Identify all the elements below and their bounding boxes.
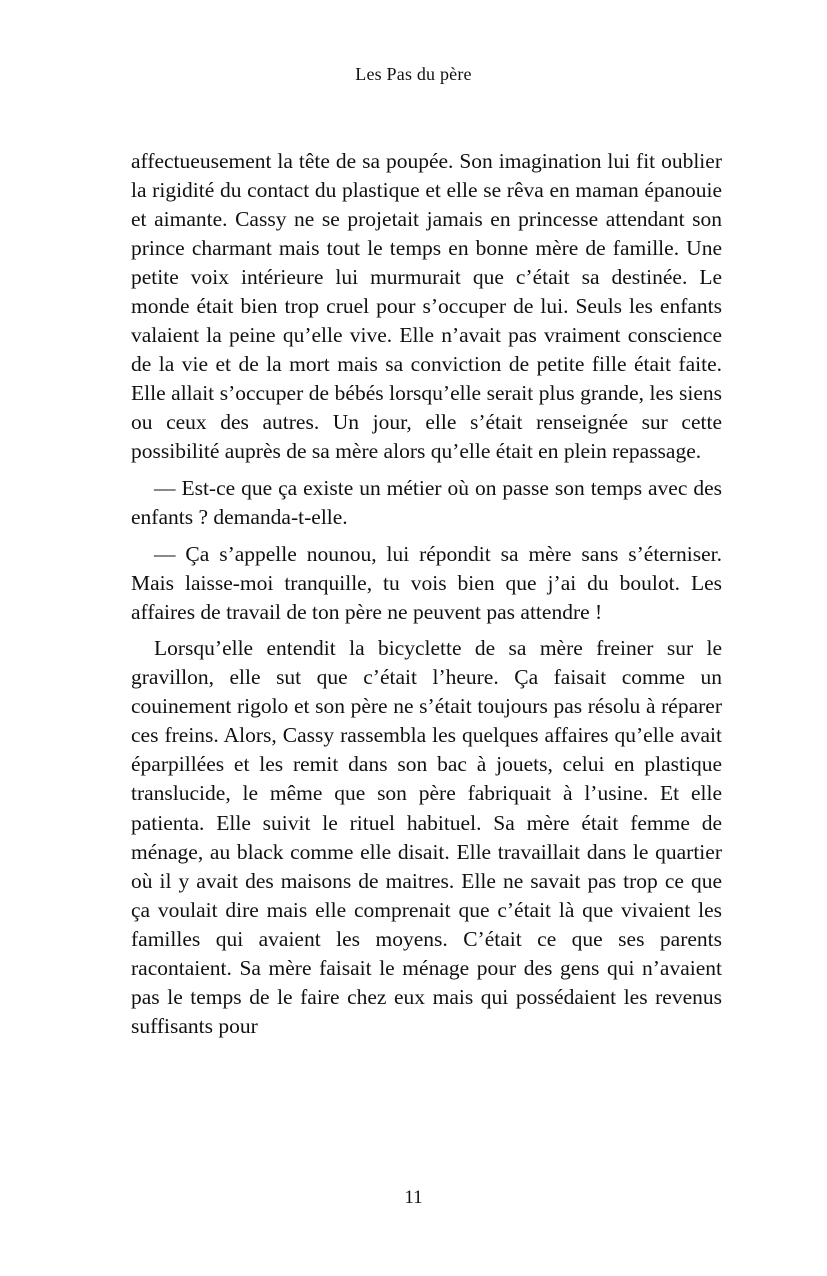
running-header-title: Les Pas du père <box>355 64 472 84</box>
paragraph-narration: Lorsqu’elle entendit la bicyclette de sa mère freiner sur le gravillon, elle sut que c’était l’heure. Ça faisait comme un couinement rigolo et son père ne s’était toujours pas résolu à réparer ces freins. Alors, Cassy rassembla les quelques affaires qu’elle avait éparpillées et les remit dans son bac à jouets, celui en plastique translucide, le même que son père fabriquait à l’usine. Et elle patienta. Elle suivit le rituel habituel. Sa mère était femme de ménage, au black comme elle disait. Elle travaillait dans le quartier où il y avait des maisons de maitres. Elle ne savait pas trop ce que ça voulait dire mais elle comprenait que c’était là que vivaient les familles qui avaient les moyens. C’était ce que ses parents racontaient. Sa mère faisait le ménage pour des gens qui n’avaient pas le temps de le faire chez eux mais qui possédaient les revenus suffisants pour <box>131 636 722 1038</box>
paragraph-continuation: affectueusement la tête de sa poupée. Son imagination lui fit oublier la rigidité du contact du plastique et elle se rêva en maman épanouie et aimante. Cassy ne se projetait jamais en princesse attendant son prince charmant mais tout le temps en bonne mère de famille. Une petite voix intérieure lui murmurait que c’était sa destinée. Le monde était bien trop cruel pour s’occuper de lui. Seuls les enfants valaient la peine qu’elle vive. Elle n’avait pas vraiment conscience de la vie et de la mort mais sa conviction de petite fille était faite. Elle allait s’occuper de bébés lorsqu’elle serait plus grande, les siens ou ceux des autres. Un jour, elle s’était renseignée sur cette possibilité auprès de sa mère alors qu’elle était en plein repassage. <box>131 149 722 464</box>
page-number: 11 <box>404 1187 423 1208</box>
body-text <box>131 147 722 1048</box>
paragraph-dialogue-answer: — Ça s’appelle nounou, lui répondit sa mère sans s’éterniser. Mais laisse-moi tranquille, tu vois bien que j’ai du boulot. Les affaires de travail de ton père ne peuvent pas attendre ! <box>131 541 722 624</box>
paragraph-dialogue-question: — Est-ce que ça existe un métier où on passe son temps avec des enfants ? demanda-t-elle. <box>131 476 722 530</box>
